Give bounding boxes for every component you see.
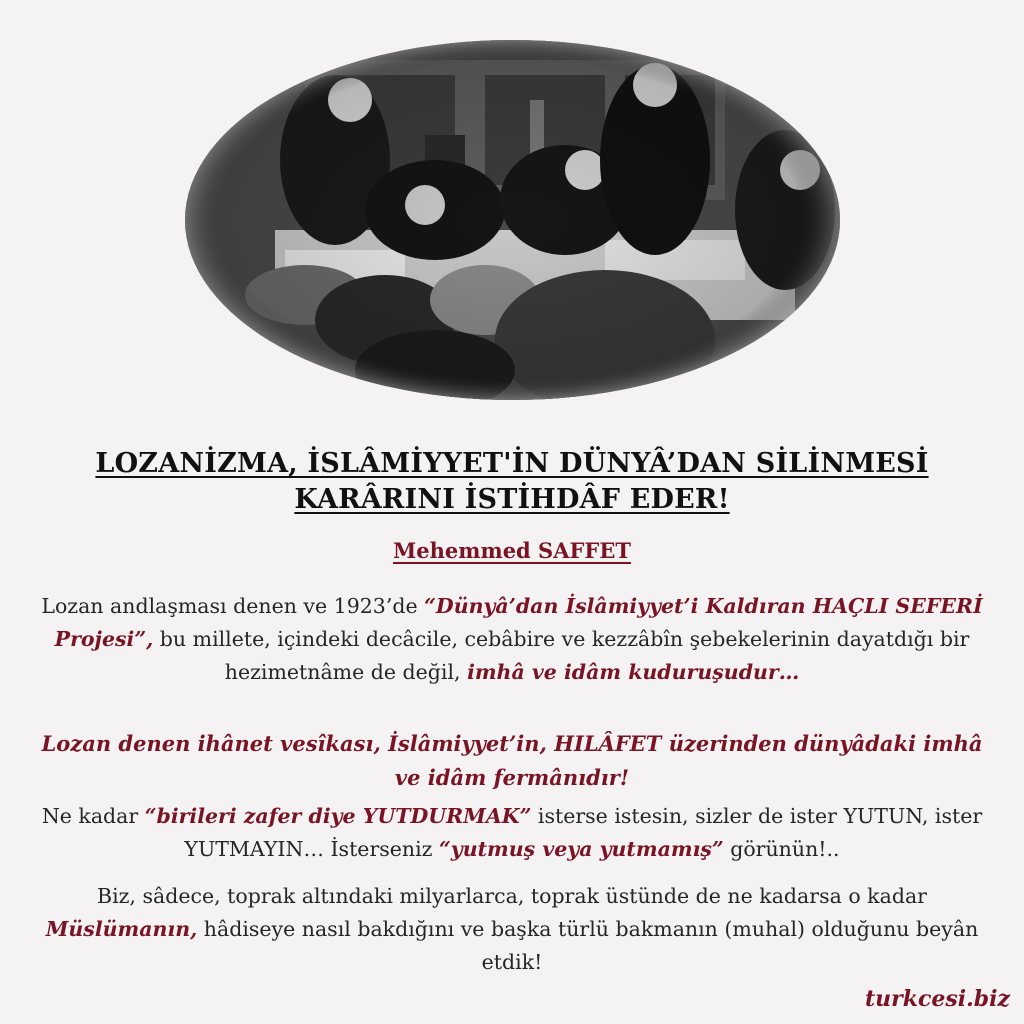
website-watermark: turkcesi.biz bbox=[864, 986, 1010, 1012]
paragraph-1 bbox=[36, 590, 988, 689]
author-name: Mehemmed SAFFET bbox=[393, 538, 631, 563]
title-line-2: KARÂRINI İSTİHDÂF EDER! bbox=[294, 484, 730, 515]
p1-text-2: bu millete, içindeki decâcile, cebâbire ve kezzâbîn şebekelerinin dayatdığı bir hezimetnâme de değil, bbox=[153, 627, 970, 684]
title-line-1: LOZANİZMA, İSLÂMİYYET'İN DÜNYÂ’DAN SİLİNMESİ bbox=[95, 448, 929, 479]
p2-emphasis-1: Lozan denen ihânet vesîkası, İslâmiyyet’in, HILÂFET üzerinden dünyâdaki imhâ ve idâm fermânıdır! bbox=[41, 731, 983, 790]
signing-ceremony-image bbox=[185, 40, 840, 400]
p1-emphasis-1: “Dünyâ’dan İslâmiyyet’i Kaldıran HAÇLI SEFERİ Projesi”, bbox=[54, 594, 983, 651]
p1-text-1: Lozan andlaşması denen ve 1923’de bbox=[41, 594, 425, 618]
p4-emphasis-1: Müslümanın, bbox=[45, 917, 198, 941]
paragraph-2 bbox=[36, 727, 988, 795]
article-title bbox=[0, 446, 1024, 518]
p3-text-2: isterse istesin, sizler de ister YUTUN, ister YUTMAYIN… İsterseniz bbox=[184, 804, 983, 861]
historical-photo bbox=[185, 40, 840, 400]
p4-text-2: hâdiseye nasıl bakdığını ve başka türlü bakmanın (muhal) olduğunu beyân etdik! bbox=[197, 917, 979, 974]
paragraph-4 bbox=[36, 880, 988, 979]
p3-emphasis-1: “birileri zafer diye YUTDURMAK” bbox=[144, 804, 532, 828]
p3-text-3: görünün!.. bbox=[723, 837, 840, 861]
p3-emphasis-2: “yutmuş veya yutmamış” bbox=[438, 837, 724, 861]
p1-emphasis-2: imhâ ve idâm kuduruşudur… bbox=[467, 660, 800, 684]
p3-text-1: Ne kadar bbox=[41, 804, 145, 828]
paragraph-3 bbox=[36, 800, 988, 866]
p4-text-1: Biz, sâdece, toprak altındaki milyarlarca, toprak üstünde de ne kadarsa o kadar bbox=[97, 884, 927, 908]
